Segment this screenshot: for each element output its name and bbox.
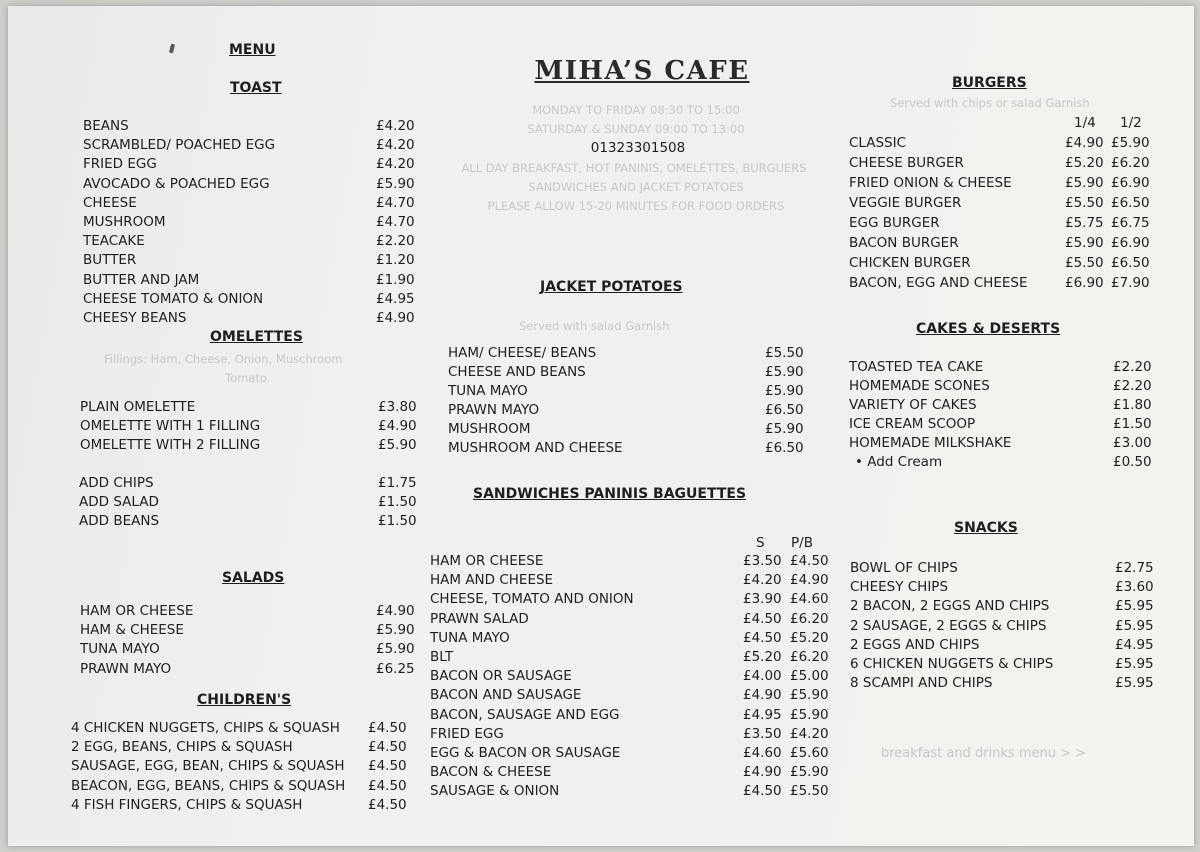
item-name: MUSHROOM — [448, 421, 531, 437]
item-name: BEACON, EGG, BEANS, CHIPS & SQUASH — [71, 777, 346, 794]
toast-heading: TOAST — [230, 80, 282, 96]
burgers-note: Served with chips or salad Garnish — [890, 96, 1090, 110]
item-price-quarter: £5.20 — [1065, 155, 1104, 171]
item-name: BACON, SAUSAGE AND EGG — [430, 706, 620, 723]
item-name: 2 EGGS AND CHIPS — [850, 636, 980, 653]
offer-line-1: ALL DAY BREAKFAST, HOT PANINIS, OMELETTES, BURGUERS — [461, 161, 807, 175]
item-price: £4.20 — [376, 118, 415, 134]
item-price-half: £6.90 — [1111, 175, 1150, 191]
item-name: TEACAKE — [83, 233, 145, 250]
item-price: £1.80 — [1113, 397, 1152, 413]
item-name: BACON AND SAUSAGE — [430, 687, 582, 704]
item-price-pb: £4.20 — [790, 725, 829, 742]
item-price: £3.00 — [1113, 435, 1152, 451]
item-name: HAM & CHEESE — [80, 622, 184, 639]
item-name: HAM AND CHEESE — [430, 572, 554, 589]
item-price: £3.60 — [1115, 579, 1154, 596]
item-price-half: £6.50 — [1111, 195, 1150, 211]
item-name: 4 CHICKEN NUGGETS, CHIPS & SQUASH — [71, 720, 340, 736]
item-name: CHEESE, TOMATO AND ONION — [430, 591, 634, 608]
cafe-title: MIHA’S CAFE — [534, 56, 750, 86]
item-price: £2.20 — [376, 233, 415, 250]
item-name: FRIED EGG — [83, 156, 157, 173]
item-name: TUNA MAYO — [448, 383, 528, 399]
col-header-s: S — [756, 535, 765, 551]
item-price: £1.75 — [378, 475, 417, 491]
item-name: 2 EGG, BEANS, CHIPS & SQUASH — [71, 739, 293, 756]
item-price: £2.20 — [1113, 378, 1152, 394]
item-price-half: £6.75 — [1111, 215, 1150, 231]
item-price: £5.95 — [1115, 656, 1154, 672]
item-price-pb: £6.20 — [790, 610, 829, 627]
item-price-pb: £5.50 — [790, 783, 829, 800]
item-name: HAM OR CHEESE — [80, 603, 194, 619]
item-name: VEGGIE BURGER — [849, 195, 962, 211]
item-name: ICE CREAM SCOOP — [849, 416, 976, 432]
item-name: CHEESE TOMATO & ONION — [83, 290, 264, 307]
item-name: HAM/ CHEESE/ BEANS — [448, 345, 597, 361]
item-price: £5.95 — [1115, 675, 1154, 692]
item-name: CHEESY CHIPS — [850, 579, 949, 596]
menu-heading: MENU — [229, 42, 276, 58]
item-price: £5.95 — [1115, 598, 1154, 615]
item-name: PLAIN OMELETTE — [80, 399, 196, 415]
item-name: BACON OR SAUSAGE — [430, 668, 572, 685]
omelette-fillings-2: Tomato — [225, 371, 267, 385]
item-price-s: £4.20 — [743, 572, 782, 589]
item-name: SCRAMBLED/ POACHED EGG — [83, 137, 276, 154]
item-price: £4.90 — [376, 603, 415, 619]
item-price-s: £4.90 — [743, 764, 782, 781]
jacket-potatoes-note: Served with salad Garnish — [519, 319, 670, 333]
item-price: £5.90 — [376, 622, 415, 639]
sandwiches-heading: SANDWICHES PANINIS BAGUETTES — [473, 486, 747, 502]
item-price: £4.95 — [1115, 636, 1154, 653]
item-price: £5.90 — [378, 437, 417, 454]
item-price: £1.50 — [378, 494, 417, 511]
item-price-half: £5.90 — [1111, 135, 1150, 151]
item-name: 2 SAUSAGE, 2 EGGS & CHIPS — [850, 617, 1047, 634]
item-name: HAM OR CHEESE — [430, 553, 544, 569]
item-price: £4.90 — [378, 418, 417, 435]
item-name: SAUSAGE & ONION — [430, 783, 560, 800]
item-price-pb: £5.20 — [790, 629, 829, 646]
item-price: £4.50 — [368, 720, 407, 736]
item-price-pb: £5.90 — [790, 764, 829, 781]
item-price-s: £4.50 — [743, 783, 782, 800]
item-name: BOWL OF CHIPS — [850, 560, 958, 576]
omelette-fillings: Fillings: Ham, Cheese, Onion, Muschroom — [104, 352, 343, 366]
item-price-s: £4.50 — [743, 610, 782, 627]
item-price-quarter: £5.50 — [1065, 255, 1104, 271]
item-price: £4.70 — [376, 214, 415, 230]
item-price-pb: £5.60 — [790, 745, 829, 761]
item-price: £5.50 — [765, 345, 804, 361]
item-price: £4.50 — [368, 777, 407, 794]
salads-heading: SALADS — [222, 570, 285, 586]
item-price-quarter: £5.90 — [1065, 235, 1104, 251]
item-price-pb: £4.50 — [790, 553, 829, 569]
item-name: CHICKEN BURGER — [849, 255, 971, 271]
item-price: £5.90 — [765, 383, 804, 399]
item-price: £2.20 — [1113, 359, 1152, 375]
item-name: CHEESE AND BEANS — [448, 364, 586, 380]
item-price-quarter: £6.90 — [1065, 275, 1104, 291]
item-price-s: £4.60 — [743, 745, 782, 761]
item-price: £5.90 — [765, 421, 804, 437]
item-price: £4.90 — [376, 310, 415, 326]
item-price-quarter: £5.75 — [1065, 215, 1104, 231]
item-price: £6.25 — [376, 660, 415, 677]
item-name: BACON BURGER — [849, 235, 959, 251]
item-name: VARIETY OF CAKES — [849, 397, 977, 413]
item-price: £4.70 — [376, 194, 415, 211]
drinks-menu-link: breakfast and drinks menu > > — [881, 746, 1087, 761]
item-name: FRIED ONION & CHEESE — [849, 175, 1012, 191]
item-price-s: £4.50 — [743, 629, 782, 646]
item-name: TUNA MAYO — [430, 629, 510, 646]
item-name: 2 BACON, 2 EGGS AND CHIPS — [850, 598, 1050, 615]
hours-weekend: SATURDAY & SUNDAY 09:00 TO 13:00 — [527, 122, 745, 136]
item-price-half: £6.90 — [1111, 235, 1150, 251]
item-price-pb: £4.90 — [790, 572, 829, 589]
item-name: 8 SCAMPI AND CHIPS — [850, 675, 993, 692]
item-name: BACON, EGG AND CHEESE — [849, 275, 1028, 291]
item-name: • Add Cream — [855, 454, 943, 470]
hours-weekday: MONDAY TO FRIDAY 08:30 TO 15:00 — [532, 103, 740, 117]
item-price-s: £4.00 — [743, 668, 782, 685]
item-price: £1.20 — [376, 252, 415, 269]
item-name: FRIED EGG — [430, 725, 504, 742]
item-price: £4.20 — [376, 137, 415, 154]
item-name: ADD SALAD — [79, 494, 159, 511]
phone-number: 01323301508 — [590, 140, 686, 156]
col-header-half: 1/2 — [1120, 115, 1142, 131]
item-price-s: £4.90 — [743, 687, 782, 704]
item-name: BLT — [430, 649, 454, 665]
jacket-potatoes-heading: JACKET POTATOES — [540, 279, 683, 295]
item-price: £6.50 — [765, 402, 804, 418]
item-name: CHEESE — [83, 194, 137, 211]
item-name: PRAWN MAYO — [448, 402, 540, 418]
item-price-s: £3.90 — [743, 591, 782, 608]
item-name: PRAWN MAYO — [80, 660, 172, 677]
item-price: £5.90 — [376, 175, 415, 192]
item-name: TUNA MAYO — [80, 641, 160, 658]
item-name: BUTTER AND JAM — [83, 271, 200, 288]
item-price-s: £5.20 — [743, 649, 782, 665]
item-name: SAUSAGE, EGG, BEAN, CHIPS & SQUASH — [71, 758, 345, 775]
item-price: £4.95 — [376, 290, 415, 307]
item-name: EGG & BACON OR SAUSAGE — [430, 745, 621, 761]
item-name: EGG BURGER — [849, 215, 940, 231]
item-name: AVOCADO & POACHED EGG — [83, 175, 270, 192]
item-name: HOMEMADE SCONES — [849, 378, 990, 394]
item-name: BUTTER — [83, 252, 137, 269]
item-name: ADD BEANS — [79, 513, 160, 530]
item-price-s: £3.50 — [743, 553, 782, 569]
item-price: £2.75 — [1115, 560, 1154, 576]
item-price-pb: £4.60 — [790, 591, 829, 608]
item-price: £5.90 — [376, 641, 415, 658]
item-price: £5.95 — [1115, 617, 1154, 634]
item-name: ADD CHIPS — [79, 475, 154, 491]
item-name: OMELETTE WITH 1 FILLING — [80, 418, 261, 435]
item-name: CHEESE BURGER — [849, 155, 964, 171]
item-name: BEANS — [83, 118, 129, 134]
item-price-quarter: £4.90 — [1065, 135, 1104, 151]
item-price: £1.90 — [376, 271, 415, 288]
item-price: £1.50 — [1113, 416, 1152, 432]
item-price-quarter: £5.90 — [1065, 175, 1104, 191]
item-name: HOMEMADE MILKSHAKE — [849, 435, 1012, 451]
item-name: 4 FISH FINGERS, CHIPS & SQUASH — [71, 796, 303, 813]
snacks-heading: SNACKS — [954, 520, 1018, 536]
item-name: PRAWN SALAD — [430, 610, 529, 627]
item-price: £0.50 — [1113, 454, 1152, 470]
item-price-quarter: £5.50 — [1065, 195, 1104, 211]
cakes-heading: CAKES & DESERTS — [916, 321, 1061, 337]
item-price: £5.90 — [765, 364, 804, 380]
item-name: OMELETTE WITH 2 FILLING — [80, 437, 261, 454]
item-name: MUSHROOM — [83, 214, 166, 230]
item-name: CHEESY BEANS — [83, 310, 187, 326]
item-name: MUSHROOM AND CHEESE — [448, 440, 623, 456]
item-name: TOASTED TEA CAKE — [849, 359, 984, 375]
item-price: £4.50 — [368, 739, 407, 756]
order-notice: PLEASE ALLOW 15-20 MINUTES FOR FOOD ORDERS — [487, 199, 785, 213]
item-price-pb: £5.90 — [790, 687, 829, 704]
item-name: BACON & CHEESE — [430, 764, 552, 781]
item-price-s: £3.50 — [743, 725, 782, 742]
offer-line-2: SANDWICHES AND JACKET POTATOES — [528, 180, 744, 194]
childrens-heading: CHILDREN'S — [197, 692, 292, 708]
item-name: CLASSIC — [849, 135, 907, 151]
item-price: £4.50 — [368, 758, 407, 775]
col-header-quarter: 1/4 — [1074, 115, 1096, 131]
item-price-pb: £6.20 — [790, 649, 829, 665]
item-price-half: £6.20 — [1111, 155, 1150, 171]
item-price: £1.50 — [378, 513, 417, 530]
item-price-s: £4.95 — [743, 706, 782, 723]
omelettes-heading: OMELETTES — [210, 329, 303, 345]
item-price: £6.50 — [765, 440, 804, 456]
item-price-half: £6.50 — [1111, 255, 1150, 271]
col-header-pb: P/B — [791, 535, 813, 551]
item-price: £3.80 — [378, 399, 417, 415]
item-price-pb: £5.90 — [790, 706, 829, 723]
item-price-pb: £5.00 — [790, 668, 829, 685]
burgers-heading: BURGERS — [952, 75, 1027, 91]
item-price-half: £7.90 — [1111, 275, 1150, 291]
item-price: £4.20 — [376, 156, 415, 173]
item-name: 6 CHICKEN NUGGETS & CHIPS — [850, 656, 1054, 672]
item-price: £4.50 — [368, 796, 407, 813]
